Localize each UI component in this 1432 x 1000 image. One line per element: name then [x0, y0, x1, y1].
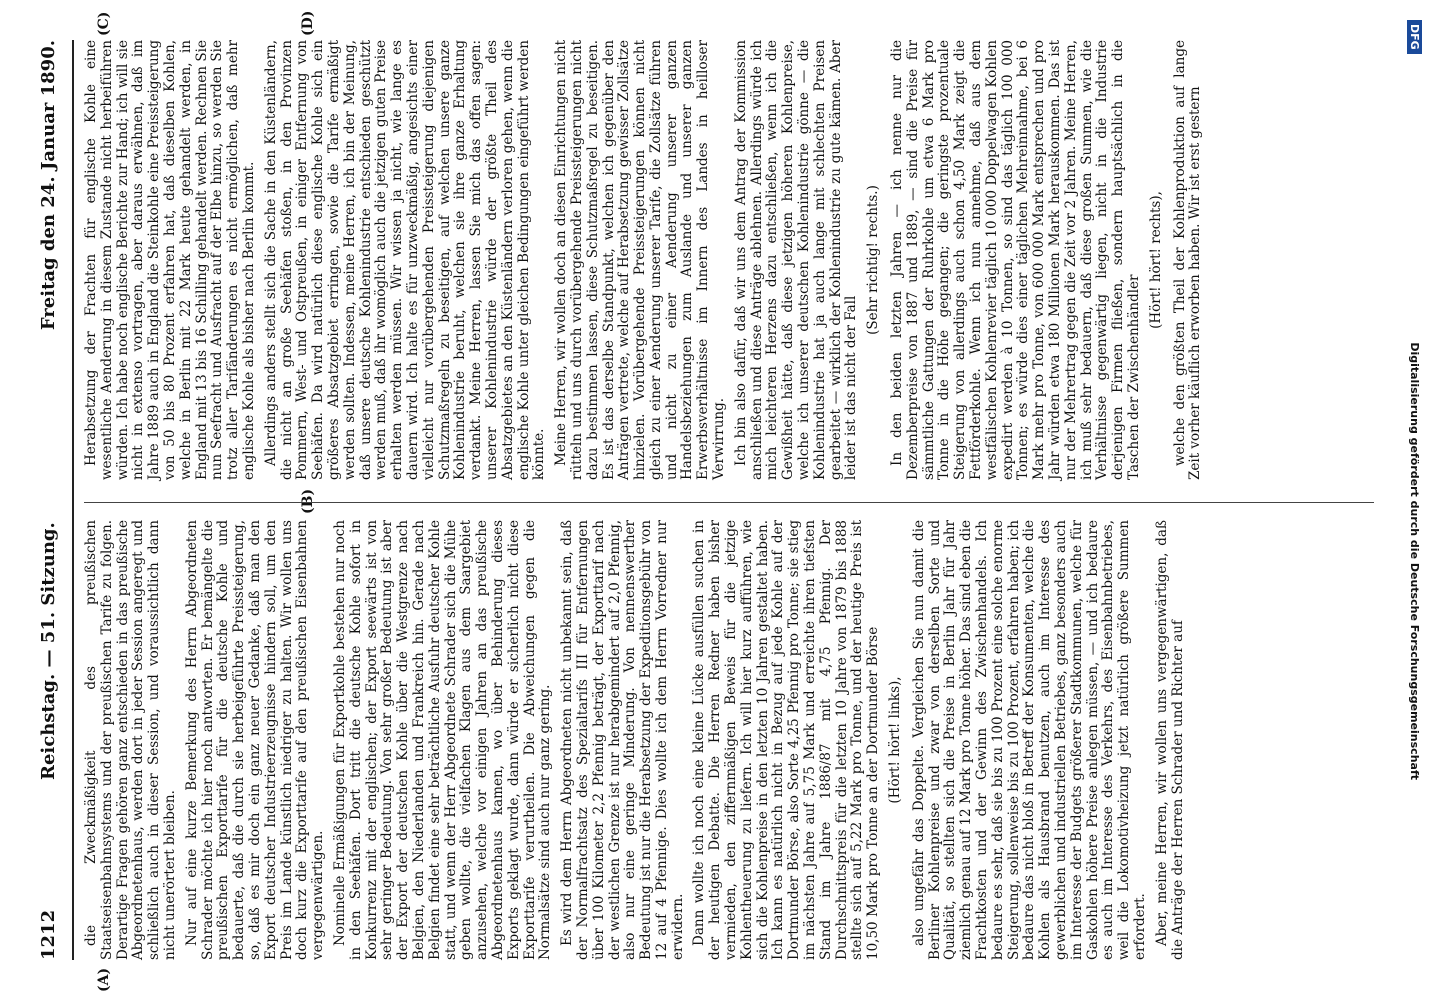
paragraph: In den beiden letzten Jahren — ich nenne nur die Dezemberpreise von 1887 und 1889, — sind die Preise für sämmtliche Gattungen der Ruhrkohle um etwa 6 Mark pro Tonne in die Höhe gegangen; die geringste prozentuale Steigerung von allerdings auch schon 4,50 Mark zeigt die Fettförderkohle. Wenn ich nun annehme, daß aus dem westfälischen Kohlenrevier täglich 10 000 Doppelwagen Kohlen expedirt werden à 10 Tonnen, so sind das täglich 100 000 Tonnen; es würde dies einer täglichen Mehreinnahme, bei 6 Mark mehr pro Tonne, von 600 000 Mark entsprechen und pro Jahr würden etwa 180 Millionen Mark herauskommen. Das ist nur der Mehrertrag gegen die Zeit vor 2 Jahren. Meine Herren, ich muß sehr bedauern, daß diese großen Summen, wie die Verhältnisse gegenwärtig liegen, nicht in die Industrie derjenigen Firmen fließen, sondern hauptsächlich in die Taschen der Zwischenhändler [889, 40, 1142, 480]
dfg-logo: DFG [1408, 20, 1423, 54]
paragraph: Aber, meine Herren, wir wollen uns vergegenwärtigen, daß die Anträge der Herren Schrader und Richter auf [1153, 520, 1186, 960]
margin-marker-c: (C) [96, 11, 112, 36]
paragraph: Dann wollte ich noch eine kleine Lücke ausfüllen suchen in der heutigen Debatte. Die Herren Redner haben bisher vermieden, den ziffernmäßigen Beweis für die jetzige Kohlentheuerung zu liefern. Ich will hier kurz aufführen, wie sich die Kohlenpreise in den letzten 10 Jahren gestaltet haben. Ich kann es natürlich nicht in Bezug auf jede Kohle auf der Dortmunder Börse, also Sorte 4,25 Pfennig pro Tonne; sie stieg im nächsten Jahre auf 5,75 Mark und erreichte ihren tiefsten Stand im Jahre 1886/87 mit 4,75 Pfennig. Der Durchschnittspreis für die letzten 10 Jahre von 1879 bis 1888 stellte sich auf 5,22 Mark pro Tonne, und der heutige Preis ist 10,50 Mark pro Tonne an der Dortmunder Börse [691, 520, 882, 960]
page-header [30, 40, 70, 960]
session-title: Reichstag. — 51. Sitzung. [38, 522, 59, 780]
margin-marker-a: (A) [96, 967, 112, 992]
right-column [84, 40, 1210, 480]
paragraph: also ungefähr das Doppelte. Vergleichen Sie nun damit die Berliner Kohlenpreise und zwar von derselben Sorte und Qualität, so stellten sich die Preise in Berlin Jahr für Jahr ziemlich genau auf 12 Mark pro Tonne höher. Das sind eben die Frachtkosten und der Gewinn des Zwischenhandels. Ich bedaure es sehr, daß sie bis zu 100 Prozent eine solche enorme Steigerung, sollenweise bis zu 100 Prozent, erfahren haben; ich bedaure das nicht bloß in Betreff der Konsumenten, welche die Kohlen als Hausbrand benutzen, auch im Interesse des gewerblichen und industriellen Betriebes, ganz besonders auch im Interesse der Budgets größerer Stadtkommunen, welche für Gaskohlen höhere Preise anlegen müssen, — und ich bedaure es auch im Interesse des Verkehrs, des Eisenbahnbetriebes, weil die Lokomotivheizung jetzt natürlich größere Summen erfordert. [910, 520, 1148, 960]
paragraph: welche den größten Theil der Kohlenproduktion auf lange Zeit vorher käuflich erworben haben. Wir ist erst gestern [1171, 40, 1204, 480]
paragraph: Meine Herren, wir wollen doch an diesen Einrichtungen nicht rütteln und uns durch vorübergehende Preissteigerungen nicht dazu bestimmen lassen, diese Schutzmaßregel zu beseitigen. Es ist das derselbe Standpunkt, welchen ich gegenüber den Anträgen vertrete, welche auf Herabsetzung gewisser Zollsätze hinzielen. Vorübergehende Preissteigerungen können nicht gleich zu einer Aenderung unserer Tarife, die Zollsätze führen und nicht zu einer Aenderung unserer ganzen Handelsbeziehungen zum Auslande und unserer ganzen Erwerbsverhältnisse im Innern des Landes in heilloser Verwirrung. [553, 40, 728, 480]
margin-marker-d: (D) [300, 10, 316, 36]
paragraph: Ich bin also dafür, daß wir uns dem Antrag der Kommission anschließen und diese Anträge ablehnen. Allerdings würde ich mich leichteren Herzens dazu entschließen, wenn ich die Gewißheit hätte, daß diese jetzigen höheren Kohlenpreise, welche ich unserer deutschen Kohlenindustrie gönne — die Kohlenindustrie hat ja auch lange mit schlechten Preisen gearbeitet — wirklich der Kohlenindustrie zu gute kämen. Aber leider ist das nicht der Fall [732, 40, 860, 480]
digitization-note: Digitalisierung gefördert durch die Deutsche Forschungsgemeinschaft [1408, 342, 1422, 780]
header-rule [72, 40, 74, 960]
margin-marker-b: (B) [300, 488, 316, 514]
interjection: (Hört! hört! rechts), [1147, 191, 1164, 329]
paragraph: die Zweckmäßigkeit des preußischen Staatseisenbahnsystems und der preußischen Tarife zu folgen. Derartige Fragen gehören ganz entschieden in das preußische Abgeordnetenhaus, werden dort in jeder Session angeregt und schließlich auch in dieser Session, und voraussichtlich dann nicht unerörtert bleiben. [83, 520, 178, 960]
session-date: Freitag den 24. Januar 1890. [38, 40, 59, 331]
interjection: (Sehr richtig! rechts.) [865, 185, 882, 335]
interjection: (Hört! hört! links), [887, 676, 904, 804]
left-column [84, 520, 1192, 960]
paragraph: Nominelle Ermäßigungen für Exportkohle bestehen nur noch in den Seehäfen. Dort tritt die deutsche Kohle sofort in Konkurrenz mit der englischen; der Export seewärts ist von sehr geringer Bedeutung. Von sehr großer Bedeutung ist aber der Export der deutschen Kohle über die Westgrenze nach Belgien, den Niederlanden und Frankreich hin. Gerade nach Belgien findet eine sehr beträchtliche Ausfuhr deutscher Kohle statt, und wenn der Herr Abgeordnete Schrader sich die Mühe geben wollte, die vielfachen Klagen aus dem Saargebiet anzusehen, welche vor einigen Jahren an das preußische Abgeordnetenhaus kamen, wo über Behinderung dieses Exports geklagt wurde, dann würde er sicherlich nicht diese Exporttarife verurtheilen. Die Abweichungen gegen die Normalsätze sind auch nur ganz gering. [331, 520, 554, 960]
paragraph: Es wird dem Herrn Abgeordneten nicht unbekannt sein, daß der Normalfrachtsatz des Spezialtarifs III für Entfernungen über 100 Kilometer 2,2 Pfennig beträgt, der Exporttarif nach der westlichen Grenze ist nur herabgemindert auf 2,0 Pfennig, also nur eine geringe Minderung. Von nennenswerther Bedeutung ist nur die Herabsetzung der Expeditionsgebühr von 12 auf 4 Pfennige. Dies wollte ich dem Herrn Vorredner nur erwidern. [559, 520, 686, 960]
paragraph: Nur auf eine kurze Bemerkung des Herrn Abgeordneten Schrader möchte ich hier noch antworten. Er bemängelte die preußischen Exporttarife für die deutsche Kohle und bedauerte, daß die durch sie herbeigeführte Preissteigerung, so, daß es mir doch ein ganz neuer Gedanke, daß man den Export deutscher Industrieerzeugnisse hindern soll, um den Preis im Lande künstlich niedriger zu halten. Wir wollen uns doch kurz die Exporttarife auf den preußischen Eisenbahnen vergegenwärtigen. [183, 520, 327, 960]
page-number: 1212 [38, 909, 59, 960]
paragraph: Allerdings anders stellt sich die Sache in den Küstenländern, die nicht an große Seehäfen stoßen, in den Provinzen Pommern, West- und Ostpreußen, in einiger Entfernung von Seehäfen. Da wird natürlich diese englische Kohle sich ein größeres Absatzgebiet erringen, sowie die Tarife ermäßigt werden sollten. Indessen, meine Herren, ich bin der Meinung, daß unsere deutsche Kohlenindustrie entschieden geschützt werden muß, daß ihr womöglich auch die jetzigen guten Preise erhalten werden müssen. Wir wissen ja nicht, wie lange es dauern wird. Ich halte es für unzweckmäßig, angesichts einer vielleicht nur vorübergehenden Preissteigerung diejenigen Schutzmaßregeln zu beseitigen, auf welchen unsere ganze Kohlenindustrie beruht, welchen sie ihre ganze Erhaltung verdankt. Meine Herren, lassen Sie mich das offen sagen: unserer Kohlenindustrie würde der größte Theil des Absatzgebietes an den Küstenländern verloren gehen, wenn die englische Kohle unter gleichen Bedingungen eingeführt werden könnte. [262, 40, 548, 480]
dfg-side-note [1400, 20, 1430, 980]
column-divider [84, 502, 1374, 503]
paragraph: Herabsetzung der Frachten für englische Kohle eine wesentliche Aenderung in diesem Zustande nicht herbeiführen würden. Ich habe noch englische Berichte zur Hand; ich will sie nicht in extenso vortragen, aber daraus erwähnen, daß im Jahre 1889 auch in England die Steinkohle eine Preissteigerung von 50 bis 80 Prozent erfahren hat, daß dieselben Kohlen, welche in Berlin mit 22 Mark heute gehandelt werden, in England mit 13 bis 16 Schilling gehandelt werden. Rechnen Sie nun Seefracht und Ausfracht auf der Elbe hinzu, so werden Sie trotz aller Tarifänderungen es nicht ermöglichen, daß mehr englische Kohle als bisher nach Berlin kommt. [83, 40, 257, 480]
